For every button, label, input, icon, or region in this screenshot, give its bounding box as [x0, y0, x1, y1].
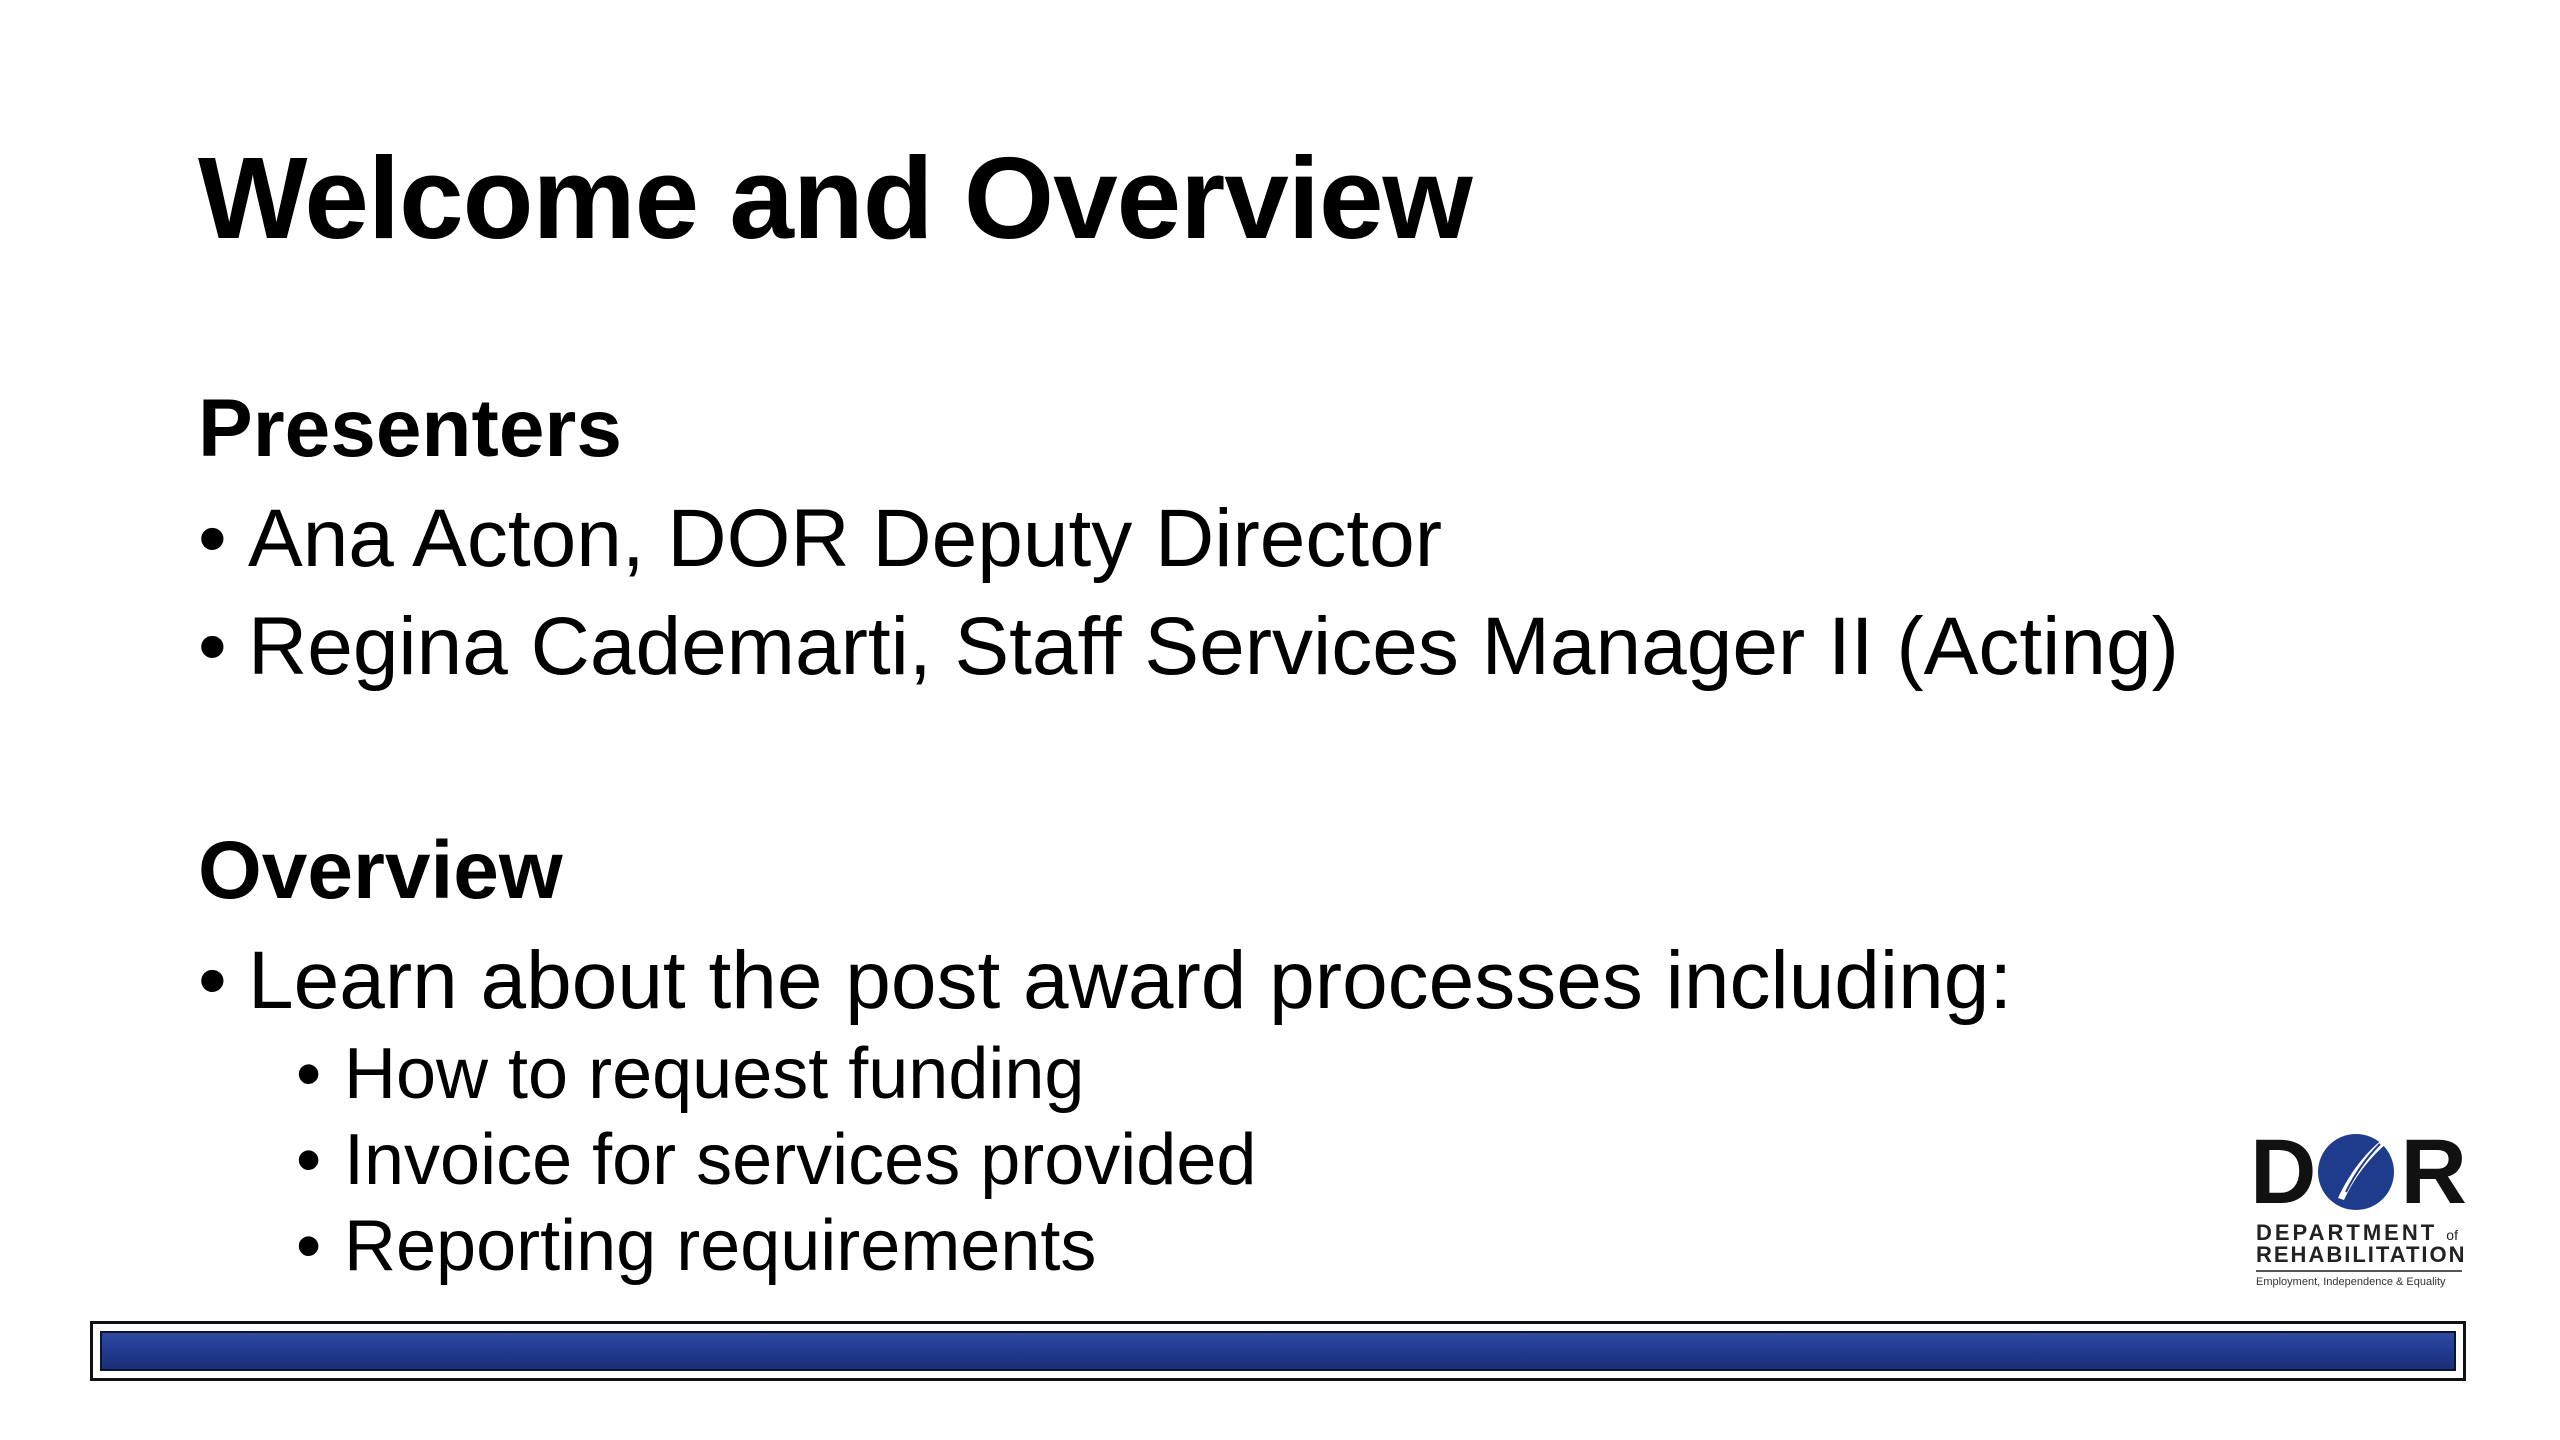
- presenter-name: Ana Acton, DOR Deputy Director: [248, 493, 1443, 584]
- logo-divider: [2256, 1270, 2462, 1272]
- footer-bar-fill: [100, 1331, 2456, 1371]
- overview-bullet: [198, 935, 2013, 1026]
- presenter-name: Regina Cademarti, Staff Services Manager II (Acting): [248, 601, 2179, 692]
- overview-text: Learn about the post award processes including:: [248, 935, 2013, 1026]
- presenter-bullet: [198, 493, 1443, 584]
- sub-bullet-text: Reporting requirements: [344, 1206, 1097, 1286]
- bullet-dot: •: [198, 601, 227, 692]
- logo-tagline: Employment, Independence & Equality: [2256, 1276, 2446, 1288]
- footer-bar: [90, 1321, 2466, 1381]
- overview-sub-bullet: [296, 1120, 1257, 1200]
- slide-title: Welcome and Overview: [198, 133, 1472, 263]
- logo-wordmark: [2250, 1121, 2470, 1223]
- overview-heading: Overview: [198, 825, 563, 916]
- presenters-heading: Presenters: [198, 383, 622, 474]
- logo-department-text: DEPARTMENT: [2256, 1220, 2438, 1245]
- bullet-dot: •: [296, 1206, 322, 1286]
- sub-bullet-text: How to request funding: [344, 1034, 1085, 1114]
- logo-of-text: of: [2446, 1227, 2458, 1243]
- logo-letter-r: R: [2400, 1121, 2463, 1223]
- logo-rehabilitation-line: REHABILITATION: [2256, 1242, 2467, 1267]
- bullet-dot: •: [198, 493, 227, 584]
- overview-sub-bullet: [296, 1206, 1097, 1286]
- bullet-dot: •: [198, 935, 227, 1026]
- logo-letter-d: D: [2250, 1121, 2313, 1223]
- sub-bullet-text: Invoice for services provided: [344, 1120, 1257, 1200]
- bullet-dot: •: [296, 1034, 322, 1114]
- dor-logo: [2250, 1121, 2470, 1298]
- presenter-bullet: [198, 601, 2179, 692]
- logo-o-quill-icon: [2314, 1128, 2398, 1212]
- bullet-dot: •: [296, 1120, 322, 1200]
- overview-sub-bullet: [296, 1034, 1085, 1114]
